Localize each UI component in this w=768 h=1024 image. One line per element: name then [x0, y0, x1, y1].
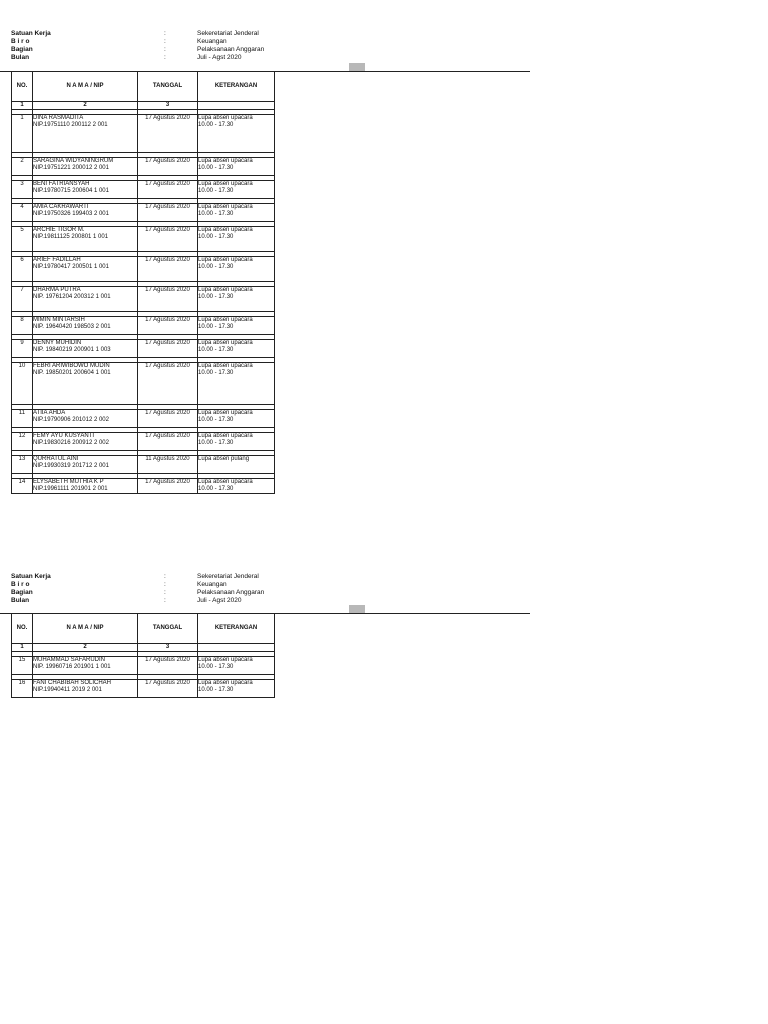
date-cell: 17 Agustus 2020	[138, 287, 198, 312]
header-colon: :	[164, 46, 166, 53]
employee-name: BENI FATRIANSYAH	[33, 181, 90, 187]
remark-time: 10.00 - 17.30	[198, 165, 234, 171]
row-number: 12	[12, 433, 33, 451]
table-row	[12, 317, 275, 335]
remark-text: Lupa absen pulang	[198, 456, 250, 462]
row-number: 4	[12, 204, 33, 222]
employee-cell	[33, 680, 138, 698]
employee-nip: NIP.19961111 201901 2 001	[33, 486, 108, 492]
row-number: 14	[12, 479, 33, 494]
table-row	[12, 287, 275, 312]
col-header-date: TANGGAL	[138, 72, 198, 102]
date-cell: 17 Agustus 2020	[138, 363, 198, 405]
col-header-date: TANGGAL	[138, 614, 198, 644]
table-row	[12, 657, 275, 675]
remark-time: 10.00 - 17.30	[198, 440, 234, 446]
table-row	[12, 363, 275, 405]
employee-nip: NIP.19751110 200112 2 001	[33, 122, 108, 128]
employee-name: QURRATUL AINI	[33, 456, 79, 462]
table-row	[12, 410, 275, 428]
header-colon: :	[164, 38, 166, 45]
row-number: 16	[12, 680, 33, 698]
employee-name: DHARMA PUTRA	[33, 287, 81, 293]
col-header-no: NO.	[12, 614, 33, 644]
employee-cell	[33, 340, 138, 358]
employee-nip: NIP.19930319 201712 2 001	[33, 463, 109, 469]
header-label: B i r o	[11, 38, 30, 45]
header-label: Bagian	[11, 46, 33, 53]
employee-nip: NIP. 19850201 200604 1 001	[33, 370, 111, 376]
remark-text: Lupa absen upacara	[198, 433, 253, 439]
employee-nip: NIP.19780715 200604 1 001	[33, 188, 109, 194]
remark-time: 10.00 - 17.30	[198, 294, 234, 300]
table-row	[12, 181, 275, 199]
remark-text: Lupa absen upacara	[198, 317, 253, 323]
employee-name: MUHAMMAD SAFARUDIN	[33, 657, 106, 663]
col-number	[198, 102, 275, 110]
table-row	[12, 158, 275, 176]
remark-text: Lupa absen upacara	[198, 204, 253, 210]
employee-nip: NIP.19940411 2019 2 001	[33, 687, 102, 693]
remark-time: 10.00 - 17.30	[198, 417, 234, 423]
employee-name: AMIA CAKRAWARTI	[33, 204, 89, 210]
employee-name: FANI CHABIBAH SOLICHAH	[33, 680, 112, 686]
table-row	[12, 115, 275, 153]
date-cell: 17 Agustus 2020	[138, 340, 198, 358]
employee-cell	[33, 227, 138, 252]
remark-cell	[198, 227, 275, 252]
row-number: 10	[12, 363, 33, 405]
col-number: 3	[138, 644, 198, 652]
remark-cell	[198, 340, 275, 358]
col-number: 3	[138, 102, 198, 110]
header-colon: :	[164, 573, 166, 580]
table-row	[12, 340, 275, 358]
remark-text: Lupa absen upacara	[198, 287, 253, 293]
employee-nip: NIP. 19960716 201901 1 001	[33, 664, 111, 670]
header-label: Satuan Kerja	[11, 573, 51, 580]
attendance-table	[11, 71, 275, 494]
row-number: 2	[12, 158, 33, 176]
header-value: Juli - Agst 2020	[197, 54, 242, 61]
header-colon: :	[164, 589, 166, 596]
employee-cell	[33, 115, 138, 153]
header-value: Keuangan	[197, 38, 227, 45]
remark-text: Lupa absen upacara	[198, 410, 253, 416]
employee-name: ATIIA AHDA	[33, 410, 66, 416]
employee-name: SARAGINA WIDYANINGRUM	[33, 158, 114, 164]
remark-time: 10.00 - 17.30	[198, 370, 234, 376]
gray-marker	[349, 605, 365, 613]
table-header-row	[12, 72, 275, 102]
header-value: Sekeretariat Jenderal	[197, 573, 259, 580]
remark-text: Lupa absen upacara	[198, 257, 253, 263]
attendance-table	[11, 613, 275, 698]
date-cell: 17 Agustus 2020	[138, 181, 198, 199]
employee-nip: NIP.19830216 200912 2 002	[33, 440, 109, 446]
remark-time: 10.00 - 17.30	[198, 264, 234, 270]
col-number: 2	[33, 644, 138, 652]
remark-time: 10.00 - 17.30	[198, 122, 234, 128]
employee-name: DENNY MUHIDIN	[33, 340, 82, 346]
col-number: 1	[12, 644, 33, 652]
table-row	[12, 227, 275, 252]
remark-cell	[198, 433, 275, 451]
remark-cell	[198, 479, 275, 494]
column-number-row	[12, 102, 275, 110]
remark-time: 10.00 - 17.30	[198, 687, 234, 693]
row-number: 8	[12, 317, 33, 335]
row-number: 5	[12, 227, 33, 252]
date-cell: 17 Agustus 2020	[138, 257, 198, 282]
header-value: Sekeretariat Jenderal	[197, 30, 259, 37]
table-row	[12, 479, 275, 494]
employee-cell	[33, 479, 138, 494]
employee-nip: NIP.19790906 201012 2 002	[33, 417, 109, 423]
header-value: Pelaksanaan Anggaran	[197, 46, 265, 53]
remark-cell	[198, 317, 275, 335]
date-cell: 17 Agustus 2020	[138, 317, 198, 335]
col-header-no: NO.	[12, 72, 33, 102]
col-header-name: N A M A / NIP	[33, 72, 138, 102]
page-section-2	[0, 543, 768, 743]
header-value: Juli - Agst 2020	[197, 597, 242, 604]
row-number: 7	[12, 287, 33, 312]
row-number: 9	[12, 340, 33, 358]
remark-cell	[198, 680, 275, 698]
employee-nip: NIP.19751221 200012 2 001	[33, 165, 109, 171]
remark-text: Lupa absen upacara	[198, 227, 253, 233]
employee-cell	[33, 158, 138, 176]
row-number: 15	[12, 657, 33, 675]
table-row	[12, 257, 275, 282]
col-number: 1	[12, 102, 33, 110]
col-number: 2	[33, 102, 138, 110]
col-header-ket: KETERANGAN	[198, 614, 275, 644]
remark-cell	[198, 115, 275, 153]
date-cell: 17 Agustus 2020	[138, 227, 198, 252]
date-cell: 11 Agustus 2020	[138, 456, 198, 474]
remark-cell	[198, 181, 275, 199]
remark-text: Lupa absen upacara	[198, 181, 253, 187]
employee-name: DINA RASMADITA	[33, 115, 84, 121]
row-number: 6	[12, 257, 33, 282]
header-label: Bagian	[11, 589, 33, 596]
employee-nip: NIP. 19640420 198503 2 001	[33, 324, 111, 330]
remark-time: 10.00 - 17.30	[198, 324, 234, 330]
remark-cell	[198, 363, 275, 405]
gray-marker	[349, 63, 365, 71]
remark-time: 10.00 - 17.30	[198, 664, 234, 670]
col-header-name: N A M A / NIP	[33, 614, 138, 644]
header-label: Bulan	[11, 54, 30, 61]
table-row	[12, 680, 275, 698]
remark-cell	[198, 410, 275, 428]
employee-cell	[33, 456, 138, 474]
employee-cell	[33, 287, 138, 312]
employee-nip: NIP.19780417 200501 1 001	[33, 264, 109, 270]
remark-time: 10.00 - 17.30	[198, 234, 234, 240]
employee-name: MIMIN MINTARSIH	[33, 317, 85, 323]
date-cell: 17 Agustus 2020	[138, 158, 198, 176]
header-colon: :	[164, 54, 166, 61]
date-cell: 17 Agustus 2020	[138, 680, 198, 698]
table-row	[12, 456, 275, 474]
remark-time: 10.00 - 17.30	[198, 211, 234, 217]
remark-cell	[198, 158, 275, 176]
table-header-row	[12, 614, 275, 644]
header-label: Satuan Kerja	[11, 30, 51, 37]
header-value: Keuangan	[197, 581, 227, 588]
employee-cell	[33, 257, 138, 282]
row-number: 1	[12, 115, 33, 153]
header-label: B i r o	[11, 581, 30, 588]
remark-text: Lupa absen upacara	[198, 340, 253, 346]
col-header-ket: KETERANGAN	[198, 72, 275, 102]
employee-name: ARIEF FADILLAH	[33, 257, 81, 263]
remark-time: 10.00 - 17.30	[198, 486, 234, 492]
date-cell: 17 Agustus 2020	[138, 479, 198, 494]
employee-nip: NIP.19750326 199403 2 001	[33, 211, 109, 217]
column-number-row	[12, 644, 275, 652]
table-row	[12, 204, 275, 222]
employee-nip: NIP. 19761204 200312 1 001	[33, 294, 111, 300]
header-colon: :	[164, 597, 166, 604]
employee-name: ARCHIE TIGOR M.	[33, 227, 85, 233]
remark-cell	[198, 257, 275, 282]
employee-cell	[33, 410, 138, 428]
date-cell: 17 Agustus 2020	[138, 115, 198, 153]
employee-name: ELYSABETH MUTHIA K P	[33, 479, 104, 485]
employee-cell	[33, 204, 138, 222]
employee-nip: NIP. 19840219 200901 1 003	[33, 347, 111, 353]
date-cell: 17 Agustus 2020	[138, 410, 198, 428]
date-cell: 17 Agustus 2020	[138, 433, 198, 451]
table-row	[12, 433, 275, 451]
employee-cell	[33, 181, 138, 199]
remark-text: Lupa absen upacara	[198, 657, 253, 663]
col-number	[198, 644, 275, 652]
remark-text: Lupa absen upacara	[198, 363, 253, 369]
date-cell: 17 Agustus 2020	[138, 657, 198, 675]
remark-text: Lupa absen upacara	[198, 115, 253, 121]
remark-time: 10.00 - 17.30	[198, 347, 234, 353]
remark-time: 10.00 - 17.30	[198, 188, 234, 194]
employee-nip: NIP.19811125 200801 1 001	[33, 234, 109, 240]
date-cell: 17 Agustus 2020	[138, 204, 198, 222]
employee-name: FEMY AYU KUSYANTI	[33, 433, 95, 439]
remark-cell	[198, 456, 275, 474]
remark-cell	[198, 287, 275, 312]
header-label: Bulan	[11, 597, 30, 604]
employee-cell	[33, 363, 138, 405]
employee-cell	[33, 657, 138, 675]
row-number: 3	[12, 181, 33, 199]
employee-cell	[33, 317, 138, 335]
remark-text: Lupa absen upacara	[198, 158, 253, 164]
remark-text: Lupa absen upacara	[198, 680, 253, 686]
employee-cell	[33, 433, 138, 451]
remark-text: Lupa absen upacara	[198, 479, 253, 485]
row-number: 13	[12, 456, 33, 474]
header-colon: :	[164, 581, 166, 588]
remark-cell	[198, 657, 275, 675]
row-number: 11	[12, 410, 33, 428]
header-colon: :	[164, 30, 166, 37]
header-value: Pelaksanaan Anggaran	[197, 589, 265, 596]
employee-name: FEBRI ARIWIBOWO MUDIN	[33, 363, 110, 369]
remark-cell	[198, 204, 275, 222]
